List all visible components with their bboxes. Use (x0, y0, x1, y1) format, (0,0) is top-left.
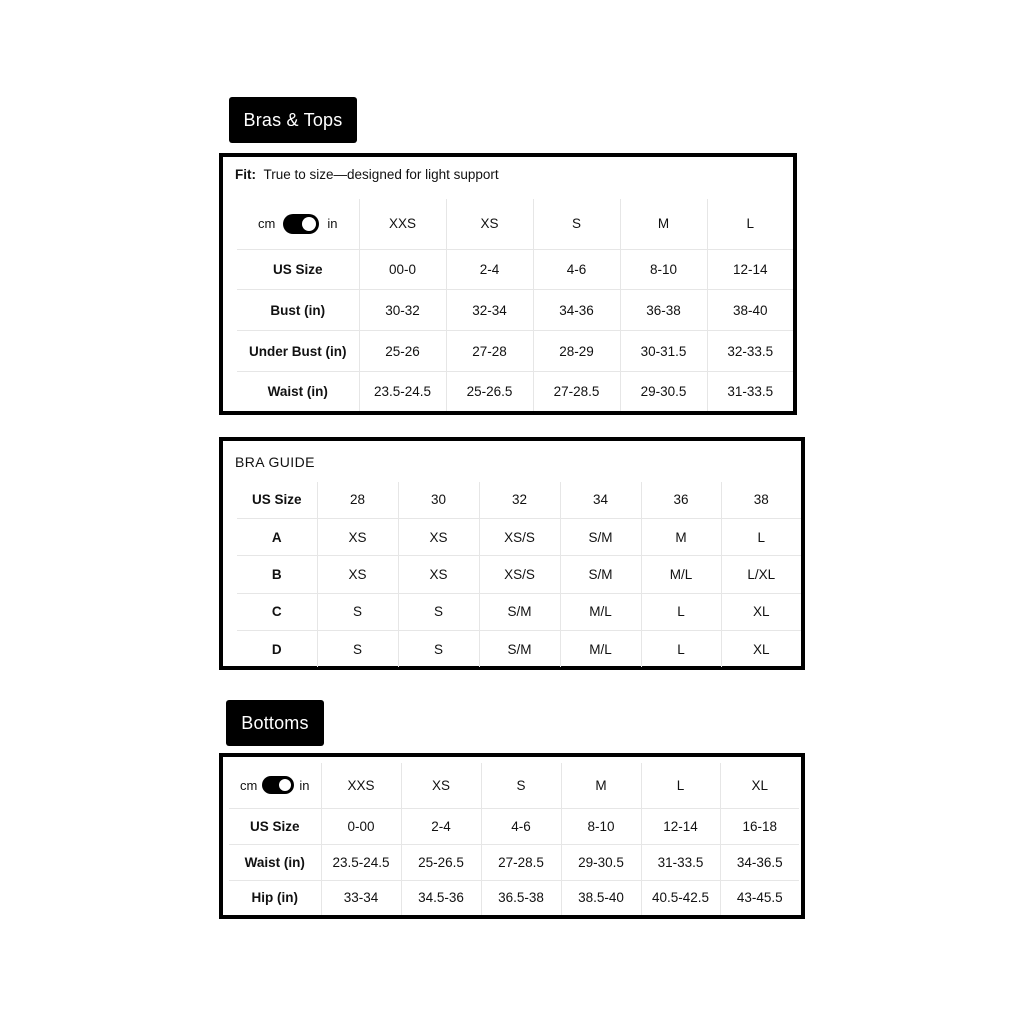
table-cell: 12-14 (707, 249, 793, 290)
table-cell: 36-38 (620, 290, 707, 331)
table-cell: XS (317, 518, 398, 555)
table-cell: 28-29 (533, 331, 620, 372)
table-cell: 40.5-42.5 (641, 880, 720, 915)
size-header: L (641, 763, 720, 808)
band-header: 34 (560, 482, 641, 518)
row-label: Waist (in) (237, 371, 359, 411)
table-cell: XS (398, 518, 479, 555)
table-row (237, 518, 801, 555)
size-header: M (620, 199, 707, 249)
table-cell: L (721, 518, 801, 555)
table-cell: 00-0 (359, 249, 446, 290)
table-cell: 25-26.5 (446, 371, 533, 411)
table-cell: XS (317, 556, 398, 593)
table-cell: 34.5-36 (401, 880, 481, 915)
unit-toggle[interactable] (283, 214, 319, 234)
table-cell: 43-45.5 (736, 890, 783, 906)
size-header: M (561, 763, 641, 808)
table-cell: 4-6 (533, 249, 620, 290)
row-label: Under Bust (in) (237, 331, 359, 372)
table-cell: M/L (641, 556, 721, 593)
table-row (237, 593, 801, 630)
size-header: S (481, 763, 561, 808)
row-label: US Size (229, 808, 321, 844)
table-cell: XL (752, 641, 770, 657)
table-cell: 27-28.5 (481, 844, 561, 880)
table-cell: S (398, 593, 479, 630)
table-cell: 33-34 (321, 880, 401, 915)
table-cell: XS (398, 556, 479, 593)
table-row (229, 844, 799, 880)
table-row (237, 199, 793, 249)
table-row (237, 290, 793, 331)
table-cell: XS/S (479, 518, 560, 555)
table-cell: 2-4 (401, 808, 481, 844)
unit-toggle-cell (237, 199, 359, 249)
unit-cm-label: cm (240, 777, 258, 793)
table-cell: S (398, 631, 479, 667)
bra-guide-title: BRA GUIDE (235, 454, 315, 470)
table-cell: 25-26.5 (401, 844, 481, 880)
table-cell: 23.5-24.5 (359, 371, 446, 411)
table-cell: 29-30.5 (561, 844, 641, 880)
table-cell: 8-10 (561, 808, 641, 844)
bra-guide-table (237, 482, 801, 667)
table-cell: 16-18 (720, 808, 799, 844)
table-row (229, 763, 799, 808)
table-cell: L (641, 631, 721, 667)
bra-guide-chart (219, 437, 805, 670)
table-cell: S (317, 631, 398, 667)
table-cell: 38-40 (707, 290, 793, 331)
table-cell: 34-36 (533, 290, 620, 331)
table-cell: 27-28 (446, 331, 533, 372)
unit-cm-label: cm (258, 216, 276, 232)
table-row (229, 880, 799, 915)
table-cell: S/M (479, 631, 560, 667)
fit-text: True to size—designed for light support (263, 167, 499, 182)
bottoms-label: Bottoms (241, 712, 309, 733)
size-header: S (533, 199, 620, 249)
table-cell: 38.5-40 (561, 880, 641, 915)
size-header: XXS (321, 763, 401, 808)
size-header: XS (401, 763, 481, 808)
table-cell: 34-36.5 (720, 844, 799, 880)
row-label: Bust (in) (237, 290, 359, 331)
table-cell: 29-30.5 (620, 371, 707, 411)
table-cell: 30-32 (359, 290, 446, 331)
table-cell: M/L (560, 631, 641, 667)
size-header: XXS (359, 199, 446, 249)
row-label: US Size (237, 482, 317, 518)
band-header: 28 (317, 482, 398, 518)
table-cell: 27-28.5 (533, 371, 620, 411)
table-cell: S/M (560, 556, 641, 593)
table-row (237, 556, 801, 593)
table-cell: 23.5-24.5 (321, 844, 401, 880)
table-row (237, 331, 793, 372)
bottoms-tab[interactable] (226, 700, 324, 746)
table-cell: 2-4 (446, 249, 533, 290)
table-row (229, 808, 799, 844)
row-label: US Size (237, 249, 359, 290)
table-cell: 8-10 (620, 249, 707, 290)
table-cell: M/L (560, 593, 641, 630)
table-cell: L (641, 593, 721, 630)
band-header: 38 (721, 482, 801, 518)
tops-size-chart (219, 153, 797, 415)
table-cell: 31-33.5 (641, 844, 720, 880)
row-label: C (237, 593, 317, 630)
fit-note (235, 167, 499, 182)
unit-toggle-cell (229, 763, 321, 808)
table-cell: 31-33.5 (727, 383, 774, 399)
unit-toggle[interactable] (262, 776, 294, 794)
table-cell: S (317, 593, 398, 630)
size-header: XS (446, 199, 533, 249)
table-cell: XL (721, 593, 801, 630)
table-cell: L/XL (721, 556, 801, 593)
table-cell: M (641, 518, 721, 555)
tops-table (237, 199, 793, 411)
band-header: 32 (479, 482, 560, 518)
table-row (237, 631, 801, 667)
fit-label: Fit: (235, 167, 256, 182)
toggle-knob (279, 779, 291, 791)
bottoms-table (229, 763, 799, 915)
bras-tops-tab[interactable] (229, 97, 357, 143)
table-cell: 12-14 (641, 808, 720, 844)
row-label: Waist (in) (229, 844, 321, 880)
row-label: A (237, 518, 317, 555)
bottoms-size-chart (219, 753, 805, 919)
band-header: 30 (398, 482, 479, 518)
size-header: L (707, 199, 793, 249)
table-row (237, 371, 793, 411)
size-header: XL (720, 763, 799, 808)
row-label: B (237, 556, 317, 593)
table-cell: S/M (479, 593, 560, 630)
table-cell: 0-00 (321, 808, 401, 844)
row-label: Hip (in) (229, 880, 321, 915)
toggle-knob (302, 217, 316, 231)
band-header: 36 (641, 482, 721, 518)
table-cell: 36.5-38 (481, 880, 561, 915)
table-row (237, 249, 793, 290)
table-row (237, 482, 801, 518)
table-cell: 30-31.5 (620, 331, 707, 372)
row-label: D (237, 631, 317, 667)
table-cell: XS/S (479, 556, 560, 593)
table-cell: S/M (560, 518, 641, 555)
unit-in-label: in (299, 777, 310, 793)
table-cell: 32-34 (446, 290, 533, 331)
table-cell: 4-6 (481, 808, 561, 844)
bras-tops-label: Bras & Tops (243, 109, 343, 130)
table-cell: 32-33.5 (707, 331, 793, 372)
unit-in-label: in (327, 216, 338, 232)
table-cell: 25-26 (359, 331, 446, 372)
